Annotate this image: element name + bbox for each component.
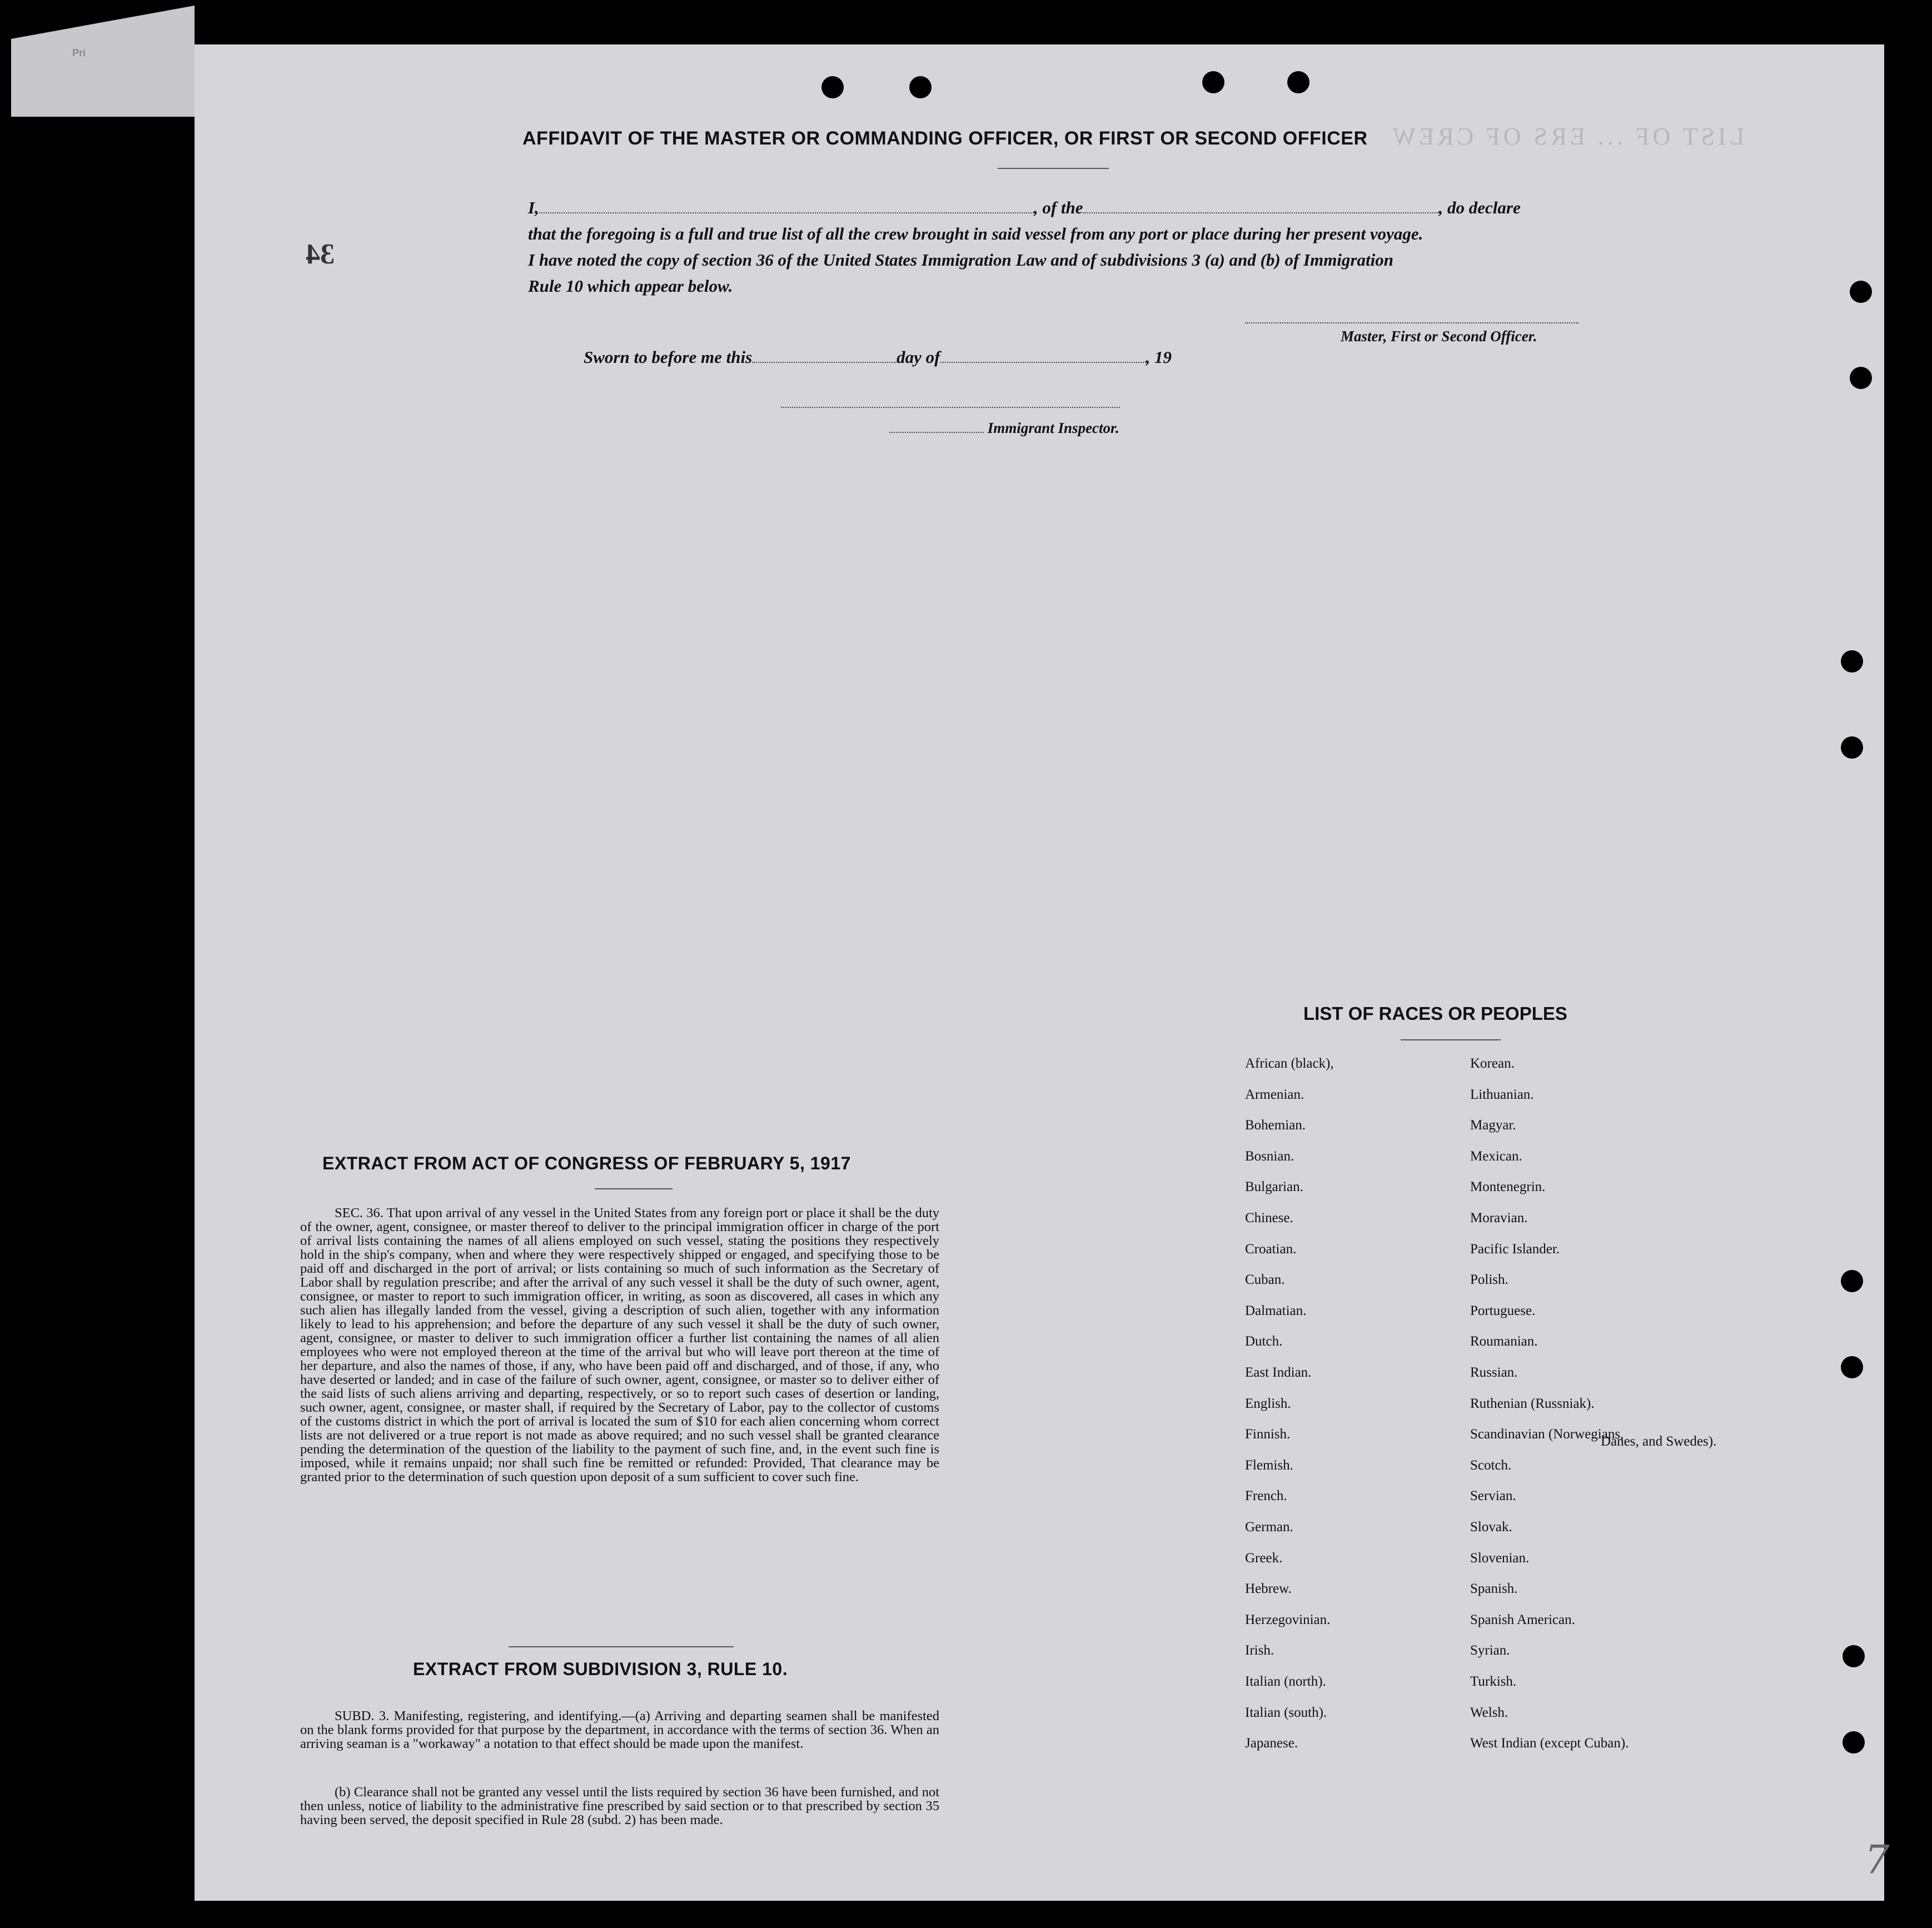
right-race-item: Polish. <box>1470 1272 1508 1288</box>
left-race-item: Croatian. <box>1245 1241 1297 1257</box>
left-race-item: African (black), <box>1245 1056 1334 1071</box>
inspector-line <box>781 407 1120 408</box>
right-race-item: Servian. <box>1470 1488 1516 1504</box>
inspector-text: Immigrant Inspector. <box>987 420 1119 436</box>
month-blank <box>940 362 1146 363</box>
divider <box>509 1646 734 1647</box>
races-title: LIST OF RACES OR PEOPLES <box>1303 1003 1567 1024</box>
left-race-item: French. <box>1245 1488 1287 1504</box>
left-race-item: East Indian. <box>1245 1365 1312 1380</box>
right-race-item: Syrian. <box>1470 1643 1510 1658</box>
right-race-item: West Indian (except Cuban). <box>1470 1736 1629 1751</box>
left-race-item: Armenian. <box>1245 1087 1304 1102</box>
right-race-item: Spanish. <box>1470 1581 1518 1597</box>
right-race-item: Slovak. <box>1470 1520 1512 1535</box>
right-race-item: Welsh. <box>1470 1705 1508 1720</box>
affidavit-title: AFFIDAVIT OF THE MASTER OR COMMANDING OFFICER, OR FIRST OR SECOND OFFICER <box>522 128 1368 149</box>
vessel-blank <box>1083 212 1439 213</box>
punch-hole <box>1850 281 1872 303</box>
margin-mark: 7 <box>1865 1837 1890 1882</box>
declaration-line-4: Rule 10 which appear below. <box>528 276 733 296</box>
left-race-item: Bosnian. <box>1245 1148 1294 1164</box>
right-race-item: Montenegrin. <box>1470 1179 1546 1195</box>
right-race-item: Portuguese. <box>1470 1303 1536 1318</box>
right-race-item: Turkish. <box>1470 1674 1517 1689</box>
left-race-item: Finnish. <box>1245 1427 1291 1442</box>
right-race-item: Russian. <box>1470 1365 1518 1380</box>
left-race-item: Herzegovinian. <box>1245 1612 1331 1627</box>
punch-hole <box>1843 1731 1865 1753</box>
left-race-item: Italian (north). <box>1245 1674 1326 1689</box>
left-race-item: German. <box>1245 1520 1293 1535</box>
divider <box>595 1188 673 1189</box>
punch-hole <box>909 76 932 98</box>
left-race-item: Irish. <box>1245 1643 1274 1658</box>
right-race-item: Slovenian. <box>1470 1550 1530 1566</box>
sworn-year-label: , 19 <box>1146 347 1172 367</box>
right-race-item: Spanish American. <box>1470 1612 1575 1627</box>
extract-act-text: SEC. 36. That upon arrival of any vessel in the United States from any foreign port or place it shall be the duty of the owner, agent, consignee, or master thereof to deliver to the principal immigration officer in charge of the port of arrival lists containing the names of all aliens employed on such vessel, stating the positions they respectively hold in the ship's company, when and where they were respectively shipped or engaged, and specifying those to be paid off and discharged in the port of arrival; or lists containing so much of such information as the Secretary of Labor shall by regulation prescribe; and after the arrival of any such vessel it shall be the duty of such owner, agent, consignee, or master to report to such immigration officer, in writing, as soon as discovered, all cases in which any such alien has illegally landed from the vessel, giving a description of such alien, together with any information likely to lead to his apprehension; and before the departure of any such vessel it shall be the duty of such owner, agent, consignee, or master to deliver to such immigration officer a further list containing the names of all alien employees who were not employed thereon at the time of the arrival but who will leave port thereon at the time of her departure, and also the names of those, if any, who have been paid off and discharged, and of those, if any, who have deserted or landed; and in case of the failure of such owner, agent, consignee, or master so to deliver either of the said lists of such aliens arriving and departing, respectively, or so to report such cases of desertion or landing, such owner, agent, consignee, or master shall, if required by the Secretary of Labor, pay to the collector of customs of the customs district in which the port of arrival is located the sum of $10 for each alien concerning whom correct lists are not delivered or a true report is not made as above required; and no such vessel shall be granted clearance pending the determination of the question of the liability to the payment of such fine, and, in the event such fine is imposed, while it remains unpaid; nor shall such fine be remitted or refunded: Provided, That clearance may be granted prior to the determination of such question upon deposit of a sum sufficient to cover such fine. <box>300 1205 939 1484</box>
extract-act-title: EXTRACT FROM ACT OF CONGRESS OF FEBRUARY 5, 1917 <box>322 1153 851 1173</box>
punch-hole <box>821 76 844 98</box>
right-race-item: Roumanian. <box>1470 1334 1538 1349</box>
extract-rule-b: (b) Clearance shall not be granted any vessel until the lists required by section 36 have been furnished, and not then unless, notice of liability to the administrative fine prescribed by said section or to that prescribed by section 35 having been served, the deposit specified in Rule 28 (subd. 2) has been made. <box>300 1785 939 1827</box>
left-race-item: Dalmatian. <box>1245 1303 1307 1318</box>
left-race-item: Cuban. <box>1245 1272 1285 1288</box>
corner-label: Pri <box>72 47 86 58</box>
signature-label: Master, First or Second Officer. <box>1341 328 1537 345</box>
right-race-item: Scandinavian (Norwegians, <box>1470 1427 1624 1442</box>
left-race-item: Flemish. <box>1245 1457 1293 1473</box>
left-race-item: Bohemian. <box>1245 1118 1306 1133</box>
left-race-item: Bulgarian. <box>1245 1179 1303 1195</box>
left-race-item: Italian (south). <box>1245 1705 1327 1720</box>
declaration-line-2: that the foregoing is a full and true list of all the crew brought in said vessel from any port or place during her present voyage. <box>528 224 1423 243</box>
sworn-line <box>584 347 1172 367</box>
right-race-item: Lithuanian. <box>1470 1087 1534 1102</box>
punch-hole <box>1202 71 1224 93</box>
declarant-line <box>528 195 1521 221</box>
signature-line <box>1245 322 1579 323</box>
right-race-item: Mexican. <box>1470 1148 1522 1164</box>
ghost-header: LIST OF ... ERS OF CREW <box>1390 123 1745 150</box>
punch-hole <box>1841 650 1863 672</box>
right-race-item: Scotch. <box>1470 1457 1512 1473</box>
left-race-item: Hebrew. <box>1245 1581 1292 1597</box>
name-blank <box>539 212 1034 213</box>
left-race-item: Chinese. <box>1245 1210 1293 1225</box>
right-race-item: Ruthenian (Russniak). <box>1470 1396 1595 1411</box>
divider <box>1401 1039 1501 1040</box>
inspector-label <box>889 420 1119 437</box>
ghost-page-number: 34 <box>306 238 335 270</box>
right-race-item: Magyar. <box>1470 1118 1516 1133</box>
i-label: I, <box>528 198 539 217</box>
punch-hole <box>1287 71 1309 93</box>
punch-hole <box>1841 1270 1863 1292</box>
punch-hole <box>1850 367 1872 389</box>
document-page <box>195 44 1884 1901</box>
left-race-item: Greek. <box>1245 1550 1283 1566</box>
sworn-prefix: Sworn to before me this <box>584 347 753 367</box>
right-race-item: Pacific Islander. <box>1470 1241 1560 1257</box>
extract-rule-a: SUBD. 3. Manifesting, registering, and identifying.—(a) Arriving and departing seamen shall be manifested on the blank forms provided for that purpose by the department, in accordance with the terms of section 36. When an arriving seaman is a "workaway" a notation to that effect should be made upon the manifest. <box>300 1708 939 1751</box>
inspector-blank <box>889 432 984 433</box>
declaration-line-3: I have noted the copy of section 36 of the United States Immigration Law and of subdivisions 3 (a) and (b) of Immigration <box>528 250 1393 270</box>
punch-hole <box>1843 1645 1865 1667</box>
right-race-item: Korean. <box>1470 1056 1515 1071</box>
punch-hole <box>1841 1356 1863 1378</box>
do-declare-label: , do declare <box>1438 198 1521 217</box>
left-race-item: English. <box>1245 1396 1291 1411</box>
folded-corner <box>11 6 195 117</box>
extract-rule-title: EXTRACT FROM SUBDIVISION 3, RULE 10. <box>413 1659 788 1679</box>
left-race-item: Dutch. <box>1245 1334 1283 1349</box>
right-race-item: Moravian. <box>1470 1210 1528 1225</box>
of-the-label: , of the <box>1033 198 1083 217</box>
left-race-item: Japanese. <box>1245 1736 1298 1751</box>
punch-hole <box>1841 736 1863 759</box>
day-blank <box>752 362 897 363</box>
sworn-day-label: day of <box>897 347 940 367</box>
affidavit-declaration <box>528 195 1584 299</box>
divider <box>998 168 1109 169</box>
race-item-continuation: Danes, and Swedes). <box>1601 1434 1717 1449</box>
